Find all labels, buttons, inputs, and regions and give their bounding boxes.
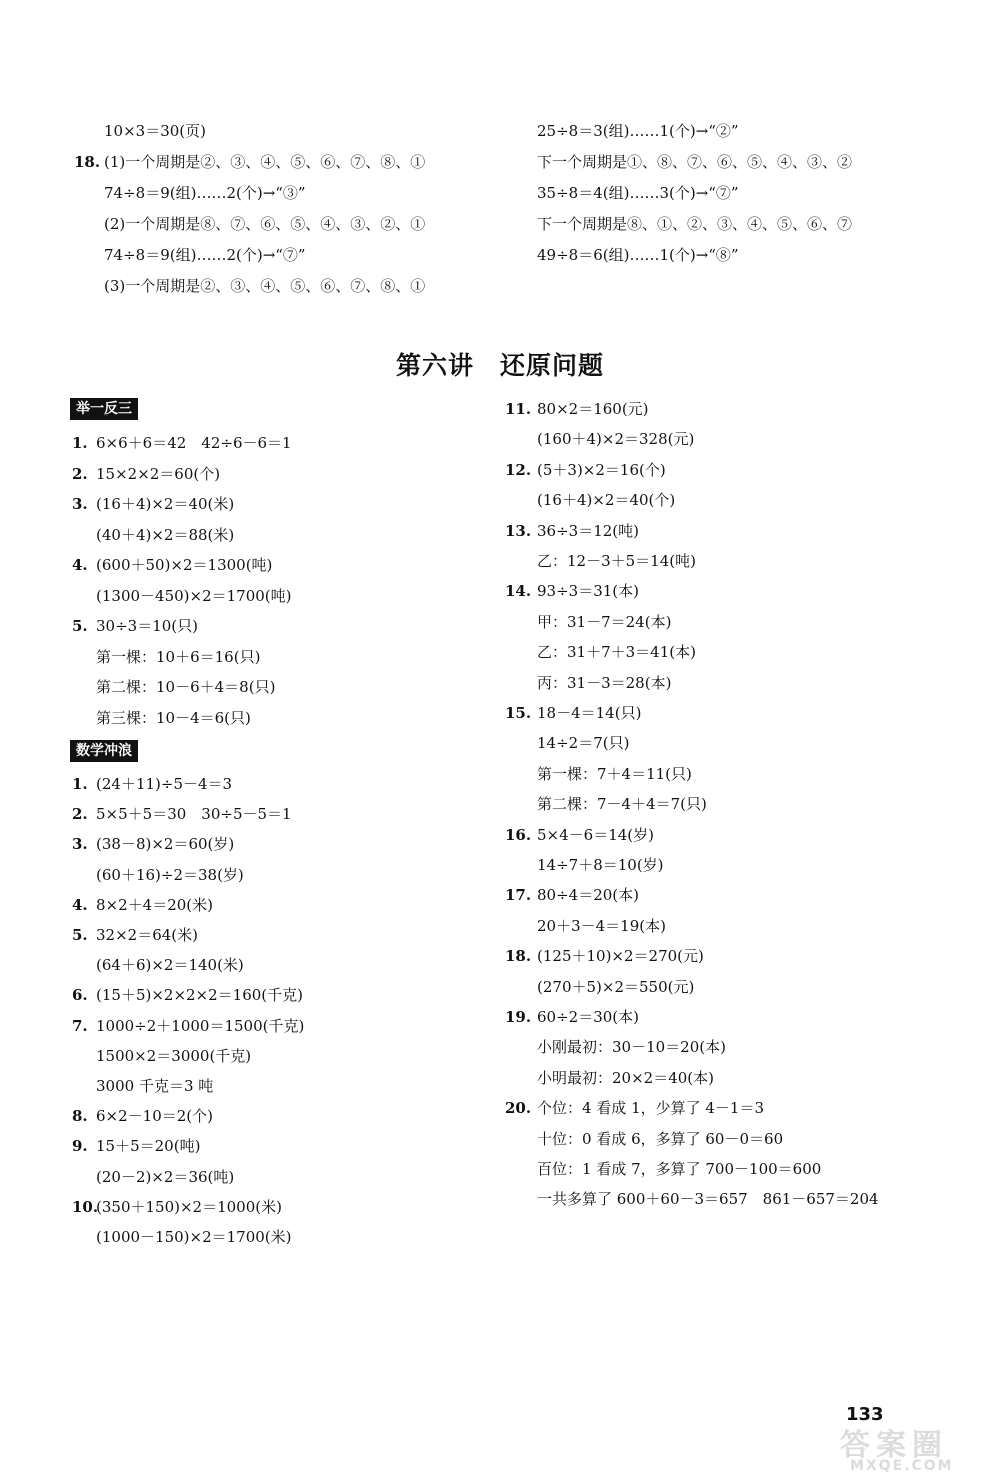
- answer-line: (20－2)×2＝36(吨): [96, 1167, 235, 1186]
- answer-line: 乙：12－3＋5＝14(吨): [537, 552, 696, 570]
- answer-line: 14÷7＋8＝10(岁): [537, 856, 664, 874]
- answer-line: 个位：4 看成 1，少算了 4－1＝3: [537, 1099, 765, 1118]
- answer-line: 百位：1 看成 7，多算了 700－100＝600: [537, 1160, 822, 1178]
- question-number: 6.: [72, 986, 88, 1005]
- answer-line: 下一个周期是①、⑧、⑦、⑥、⑤、④、③、②: [537, 153, 853, 171]
- answer-line: 一共多算了 600＋60－3＝657 861－657＝204: [537, 1190, 879, 1209]
- answer-line: 74÷8＝9(组)……2(个)→“⑦”: [104, 246, 306, 264]
- answer-line: (160＋4)×2＝328(元): [537, 430, 695, 449]
- question-number: 19.: [505, 1008, 532, 1026]
- answer-line: 36÷3＝12(吨): [537, 521, 639, 540]
- question-number: 14.: [505, 582, 532, 601]
- answer-line: 第三棵：10－4＝6(只): [96, 708, 251, 727]
- answer-line: 32×2＝64(米): [96, 926, 198, 944]
- answer-line: 十位：0 看成 6，多算了 60－0＝60: [537, 1129, 784, 1148]
- question-number: 2.: [72, 805, 88, 824]
- answer-line: 6×2－10＝2(个): [96, 1107, 213, 1126]
- answer-line: (270＋5)×2＝550(元): [537, 977, 695, 996]
- answer-line: (350＋150)×2＝1000(米): [96, 1197, 282, 1216]
- answer-line: 15×2×2＝60(个): [96, 464, 221, 483]
- answer-line: (16＋4)×2＝40(米): [96, 495, 235, 513]
- question-number: 9.: [72, 1137, 88, 1156]
- answer-line: 18－4＝14(只): [537, 704, 642, 722]
- question-number: 12.: [505, 460, 532, 479]
- answer-line: (5＋3)×2＝16(个): [537, 460, 666, 479]
- answer-line: 乙：31＋7＋3＝41(本): [537, 643, 696, 662]
- question-number: 10.: [72, 1197, 99, 1216]
- question-number: 18.: [505, 947, 532, 966]
- answer-line: 小刚最初：30－10＝20(本): [537, 1038, 726, 1057]
- answer-line: (1300－450)×2＝1700(吨): [96, 586, 292, 605]
- section-title: 第六讲 还原问题: [395, 351, 604, 380]
- question-number: 4.: [72, 895, 88, 914]
- tag-shuxue-chonglang: 数学冲浪: [70, 740, 138, 762]
- answer-line: 第二棵：7－4＋4＝7(只): [537, 795, 707, 814]
- question-number: 5.: [72, 617, 88, 635]
- question-number: 5.: [72, 926, 88, 944]
- watermark-url: MXQE.COM: [850, 1458, 954, 1474]
- answer-line: 第二棵：10－6＋4＝8(只): [96, 678, 276, 696]
- answer-line: 第一棵：10＋6＝16(只): [96, 647, 261, 666]
- watermark-logo: [840, 1420, 990, 1475]
- answer-line: 30÷3＝10(只): [96, 617, 198, 635]
- question-number: 11.: [505, 400, 532, 418]
- answer-line: 60÷2＝30(本): [537, 1008, 639, 1026]
- answer-line: 20＋3－4＝19(本): [537, 916, 666, 935]
- answer-line: 甲：31－7＝24(本): [537, 612, 672, 631]
- answer-line: (2)一个周期是⑧、⑦、⑥、⑤、④、③、②、①: [104, 215, 426, 233]
- question-number: 13.: [505, 521, 532, 540]
- watermark-title: 答案圈: [840, 1428, 948, 1463]
- answer-line: (600＋50)×2＝1300(吨): [96, 556, 273, 574]
- answer-line: 小明最初：20×2＝40(本): [537, 1068, 714, 1087]
- answer-line: 1000÷2＋1000＝1500(千克): [96, 1016, 305, 1035]
- answer-line: 35÷8＝4(组)……3(个)→“⑦”: [537, 184, 739, 202]
- answer-line: (16＋4)×2＝40(个): [537, 491, 676, 510]
- answer-line: (1)一个周期是②、③、④、⑤、⑥、⑦、⑧、①: [104, 153, 426, 171]
- question-number: 16.: [505, 825, 532, 844]
- question-number: 3.: [72, 835, 88, 854]
- answer-line: 第一棵：7＋4＝11(只): [537, 764, 692, 783]
- answer-line: 93÷3＝31(本): [537, 582, 639, 601]
- question-number: 3.: [72, 495, 88, 513]
- question-number: 18.: [74, 153, 101, 171]
- answer-line: 5×5＋5＝30 30÷5－5＝1: [96, 805, 292, 824]
- answer-line: 49÷8＝6(组)……1(个)→“⑧”: [537, 246, 739, 264]
- answer-line: (1000－150)×2＝1700(米): [96, 1228, 292, 1246]
- answer-line: 下一个周期是⑧、①、②、③、④、⑤、⑥、⑦: [537, 215, 853, 233]
- answer-line: 8×2＋4＝20(米): [96, 895, 213, 914]
- question-number: 7.: [72, 1016, 88, 1035]
- answer-line: (64＋6)×2＝140(米): [96, 956, 244, 975]
- answer-line: (38－8)×2＝60(岁): [96, 835, 235, 854]
- answer-line: 74÷8＝9(组)……2(个)→“③”: [104, 184, 306, 202]
- answer-line: (3)一个周期是②、③、④、⑤、⑥、⑦、⑧、①: [104, 277, 426, 295]
- answer-line: 5×4－6＝14(岁): [537, 825, 654, 844]
- answer-line: (40＋4)×2＝88(米): [96, 525, 235, 544]
- answer-line: (125＋10)×2＝270(元): [537, 947, 704, 966]
- question-number: 17.: [505, 886, 532, 905]
- question-number: 1.: [72, 775, 88, 793]
- tag-juyi-fansan: 举一反三: [70, 398, 138, 420]
- answer-line: 6×6＋6＝42 42÷6－6＝1: [96, 434, 292, 452]
- answer-line: 80×2＝160(元): [537, 400, 649, 418]
- answer-line: 15＋5＝20(吨): [96, 1137, 201, 1156]
- answer-line: 80÷4＝20(本): [537, 886, 639, 905]
- answer-line: (24＋11)÷5－4＝3: [96, 775, 233, 793]
- answer-line: 1500×2＝3000(千克): [96, 1046, 252, 1065]
- answer-line: 3000 千克＝3 吨: [96, 1077, 214, 1095]
- answer-line: 10×3＝30(页): [104, 122, 206, 140]
- page-number: 133: [846, 1404, 884, 1425]
- question-number: 1.: [72, 434, 88, 452]
- question-number: 20.: [505, 1099, 532, 1118]
- question-number: 2.: [72, 464, 88, 483]
- answer-line: 丙：31－3＝28(本): [537, 673, 672, 692]
- answer-line: 14÷2＝7(只): [537, 734, 630, 753]
- question-number: 4.: [72, 556, 88, 574]
- answer-line: (60＋16)÷2＝38(岁): [96, 865, 244, 884]
- answer-line: (15＋5)×2×2×2＝160(千克): [96, 986, 304, 1005]
- question-number: 8.: [72, 1107, 88, 1126]
- question-number: 15.: [505, 704, 532, 722]
- answer-line: 25÷8＝3(组)……1(个)→“②”: [537, 122, 739, 140]
